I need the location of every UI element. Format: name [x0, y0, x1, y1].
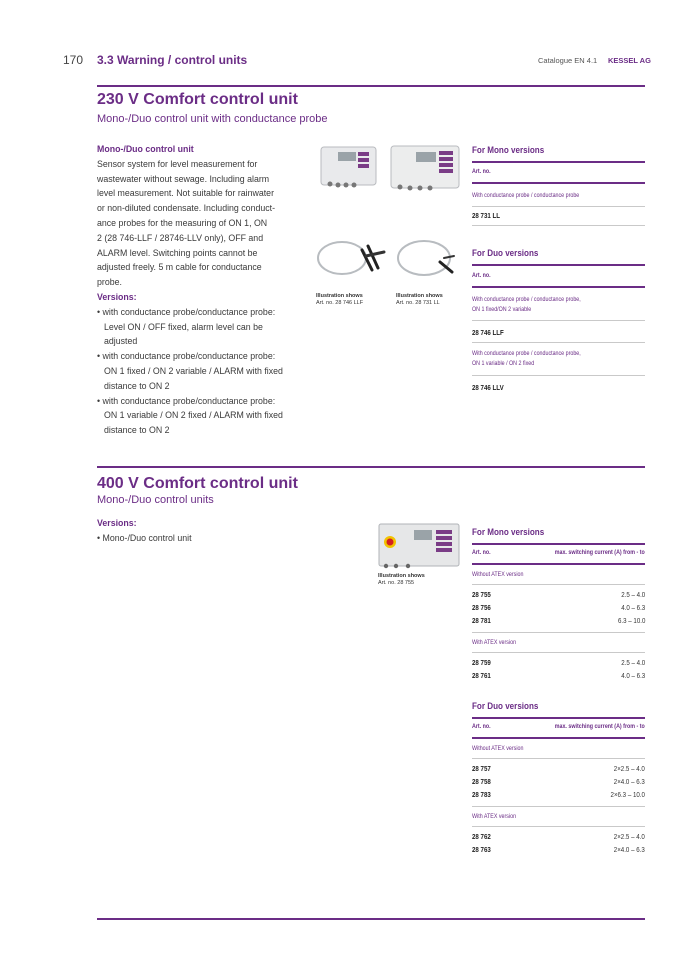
probe-llf-image: [318, 242, 384, 274]
p1-duo-group2-rule: [472, 375, 645, 376]
version-line: distance to ON 2: [104, 380, 170, 391]
p1-mono-header-rule: [472, 182, 645, 184]
p1-duo-col: Art. no.: [472, 272, 491, 279]
product1-subtitle: Mono-/Duo control unit with conductance probe: [97, 113, 328, 125]
p1-duo-group1-l1: With conductance probe / conductance probe,: [472, 296, 581, 303]
catalogue-label: Catalogue EN 4.1: [538, 56, 598, 65]
version-line: ON 1 fixed / ON 2 variable / ALARM with fixed: [104, 365, 283, 376]
p1-duo-group2-l1: With conductance probe / conductance probe,: [472, 350, 581, 357]
mono-col-art: Art. no.: [472, 549, 491, 556]
p1-duo-group2-l2: ON 1 variable / ON 2 fixed: [472, 360, 535, 367]
version-line: • with conductance probe/conductance probe:: [97, 395, 276, 406]
version-item: [97, 349, 307, 393]
switching-current: 2×4.0 – 6.3: [614, 777, 645, 786]
art-number: 28 761: [472, 671, 491, 680]
switching-current: 6.3 – 10.0: [617, 616, 645, 625]
duo-header-rule: [472, 737, 645, 739]
p1-duo-art1: 28 746 LLF: [472, 328, 504, 337]
product1-title: 230 V Comfort control unit: [97, 91, 298, 108]
description-line: or non-diluted condensate. Including conduct-: [97, 203, 276, 214]
mono-group-with-atex: With ATEX version: [472, 639, 517, 646]
p1-duo-art2: 28 746 LLV: [472, 383, 504, 392]
duo-heading-rule: [472, 717, 645, 719]
art-number: 28 763: [472, 845, 491, 854]
control-unit-mono-image: [321, 147, 376, 188]
conductance-probe-images: [312, 232, 472, 288]
art-number: 28 759: [472, 658, 491, 667]
product2-versions-label: Versions:: [97, 518, 137, 528]
caption-llf: Illustration shows Art. no. 28 746 LLF: [316, 293, 364, 306]
switching-current: 2.5 – 4.0: [621, 590, 645, 599]
p1-mono-heading: For Mono versions: [472, 145, 545, 156]
p1-duo-art1-rule: [472, 342, 645, 343]
product1-heading: Mono-/Duo control unit: [97, 144, 194, 154]
p1-mono-end-rule: [472, 225, 645, 226]
probe-ll-image: [398, 241, 454, 275]
description-line: ance probes for the measuring of ON 1, ON: [97, 217, 268, 228]
caption-28755: Illustration shows Art. no. 28 755: [378, 573, 425, 586]
caption-ll: Illustration shows Art. no. 28 731 LL: [396, 293, 443, 306]
page-number: 170: [63, 53, 84, 67]
control-unit-400v-image: [376, 522, 464, 570]
product1-description: [97, 142, 307, 438]
duo-group1-rule: [472, 758, 645, 759]
duo-rows1-rule: [472, 806, 645, 807]
version-item: [97, 305, 307, 349]
switching-current: 2×2.5 – 4.0: [614, 764, 645, 773]
mono-rows1-rule: [472, 632, 645, 633]
mono-group1-rule: [472, 584, 645, 585]
duo-group-without-atex: Without ATEX version: [472, 745, 524, 752]
art-number: 28 756: [472, 603, 491, 612]
description-line: level measurement. Not suitable for rainwater: [97, 188, 274, 199]
control-unit-images: [318, 142, 464, 194]
p1-mono-art: 28 731 LL: [472, 211, 501, 220]
art-number: 28 783: [472, 790, 491, 799]
company-label: KESSEL AG: [608, 56, 651, 65]
control-unit-duo-image: [391, 146, 459, 191]
mono-col-current: max. switching current (A) from - to: [554, 549, 645, 556]
duo-col-current: max. switching current (A) from - to: [554, 723, 645, 730]
header-divider: [97, 85, 645, 87]
version-line: distance to ON 2: [104, 425, 170, 436]
description-line: wastewater without sewage. Including alarm: [97, 173, 270, 184]
p1-duo-rule: [472, 264, 645, 266]
p1-mono-group-rule: [472, 206, 645, 207]
switching-current: 2×6.3 – 10.0: [610, 790, 645, 799]
p1-duo-group1-rule: [472, 320, 645, 321]
switching-current: 4.0 – 6.3: [621, 671, 645, 680]
mono-heading: For Mono versions: [472, 527, 545, 538]
p1-mono-col: Art. no.: [472, 168, 491, 175]
version-line: adjusted: [104, 336, 138, 347]
mono-group-without-atex: Without ATEX version: [472, 571, 524, 578]
switching-current: 2×2.5 – 4.0: [614, 832, 645, 841]
mono-heading-rule: [472, 543, 645, 545]
version-item: [97, 394, 307, 438]
switching-current: 2.5 – 4.0: [621, 658, 645, 667]
art-number: 28 781: [472, 616, 491, 625]
description-line: 2 (28 746-LLF / 28746-LLV only), OFF and: [97, 232, 264, 243]
art-number: 28 762: [472, 832, 491, 841]
product2-version-item: • Mono-/Duo control unit: [97, 532, 192, 543]
p1-mono-group: With conductance probe / conductance probe: [472, 192, 580, 199]
product1-description-text: [97, 157, 307, 290]
switching-current: 2×4.0 – 6.3: [614, 845, 645, 854]
version-line: • with conductance probe/conductance probe:: [97, 351, 276, 362]
art-number: 28 758: [472, 777, 491, 786]
product2-title: 400 V Comfort control unit: [97, 475, 298, 492]
p1-duo-heading: For Duo versions: [472, 248, 539, 259]
p1-duo-header-rule: [472, 286, 645, 288]
switching-current: 4.0 – 6.3: [621, 603, 645, 612]
product1-versions-list: [97, 305, 307, 438]
version-line: • with conductance probe/conductance probe:: [97, 306, 276, 317]
art-number: 28 755: [472, 590, 491, 599]
product2-description: [97, 516, 307, 546]
version-line: Level ON / OFF fixed, alarm level can be: [104, 321, 263, 332]
mono-header-rule: [472, 563, 645, 565]
p1-duo-group1-l2: ON 1 fixed/ON 2 variable: [472, 306, 532, 313]
section-divider: [97, 466, 645, 468]
duo-heading: For Duo versions: [472, 701, 539, 712]
art-number: 28 757: [472, 764, 491, 773]
description-line: probe.: [97, 277, 122, 288]
p1-mono-rule: [472, 161, 645, 163]
section-title: 3.3 Warning / control units: [97, 53, 248, 67]
duo-col-art: Art. no.: [472, 723, 491, 730]
description-line: Sensor system for level measurement for: [97, 158, 258, 169]
duo-group-with-atex: With ATEX version: [472, 813, 517, 820]
footer-divider: [97, 918, 645, 920]
description-line: adjusted freely. 5 m cable for conductance: [97, 262, 262, 273]
version-line: ON 1 variable / ON 2 fixed / ALARM with fixed: [104, 410, 283, 421]
product1-versions-label: Versions:: [97, 291, 137, 302]
product2-subtitle: Mono-/Duo control units: [97, 494, 214, 506]
description-line: ALARM level. Switching points cannot be: [97, 247, 258, 258]
mono-group2-rule: [472, 652, 645, 653]
duo-group2-rule: [472, 826, 645, 827]
